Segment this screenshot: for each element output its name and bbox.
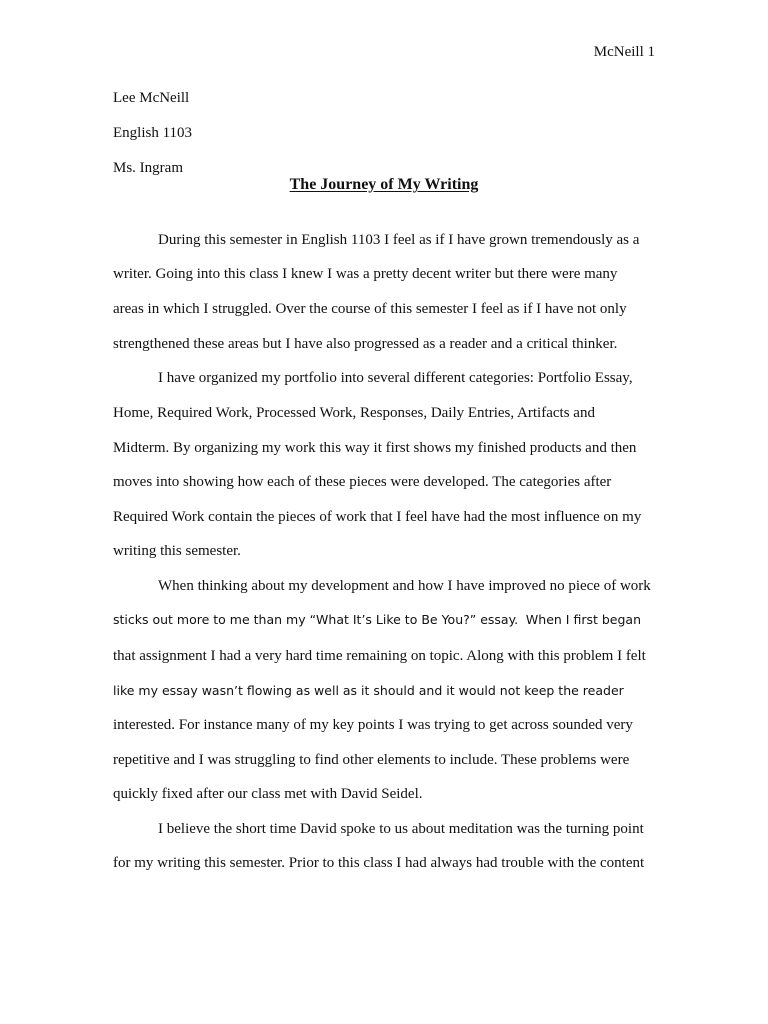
body-line: When thinking about my development and how I have improved no piece of work: [158, 578, 651, 594]
body-line: interested. For instance many of my key points I was trying to get across sounded very: [113, 717, 633, 733]
body-line-mixed: [113, 612, 641, 629]
body-run-sans: sticks out more to me than my “What It’s Like to Be You?” essay.: [113, 612, 519, 627]
author-name: Lee McNeill: [113, 90, 190, 106]
body-line: I have organized my portfolio into several different categories: Portfolio Essay,: [158, 370, 633, 386]
body-line: writing this semester.: [113, 543, 241, 559]
body-line: Home, Required Work, Processed Work, Responses, Daily Entries, Artifacts and: [113, 405, 595, 421]
body-line: strengthened these areas but I have also progressed as a reader and a critical thinker.: [113, 336, 618, 352]
body-line: Midterm. By organizing my work this way it first shows my finished products and then: [113, 440, 637, 456]
body-line: repetitive and I was struggling to find other elements to include. These problems were: [113, 752, 630, 768]
body-line: for my writing this semester. Prior to this class I had always had trouble with the content: [113, 855, 645, 871]
body-line: writer. Going into this class I knew I was a pretty decent writer but there were many: [113, 266, 618, 282]
essay-title: The Journey of My Writing: [289, 176, 479, 193]
body-line: moves into showing how each of these pieces were developed. The categories after: [113, 474, 612, 490]
running-head: McNeill 1: [593, 44, 655, 60]
body-line: areas in which I struggled. Over the course of this semester I feel as if I have not only: [113, 301, 627, 317]
body-line: I believe the short time David spoke to us about meditation was the turning point: [158, 821, 644, 837]
body-line: that assignment I had a very hard time remaining on topic. Along with this problem I felt: [113, 648, 646, 664]
body-line: quickly fixed after our class met with David Seidel.: [113, 786, 423, 802]
body-line: During this semester in English 1103 I feel as if I have grown tremendously as a: [158, 232, 640, 248]
body-line: like my essay wasn’t flowing as well as it should and it would not keep the reader: [113, 683, 624, 698]
course-name: English 1103: [113, 125, 193, 141]
instructor-name: Ms. Ingram: [113, 160, 183, 176]
body-run-sans: When I first began: [525, 612, 641, 627]
body-line: Required Work contain the pieces of work that I feel have had the most influence on my: [113, 509, 642, 525]
